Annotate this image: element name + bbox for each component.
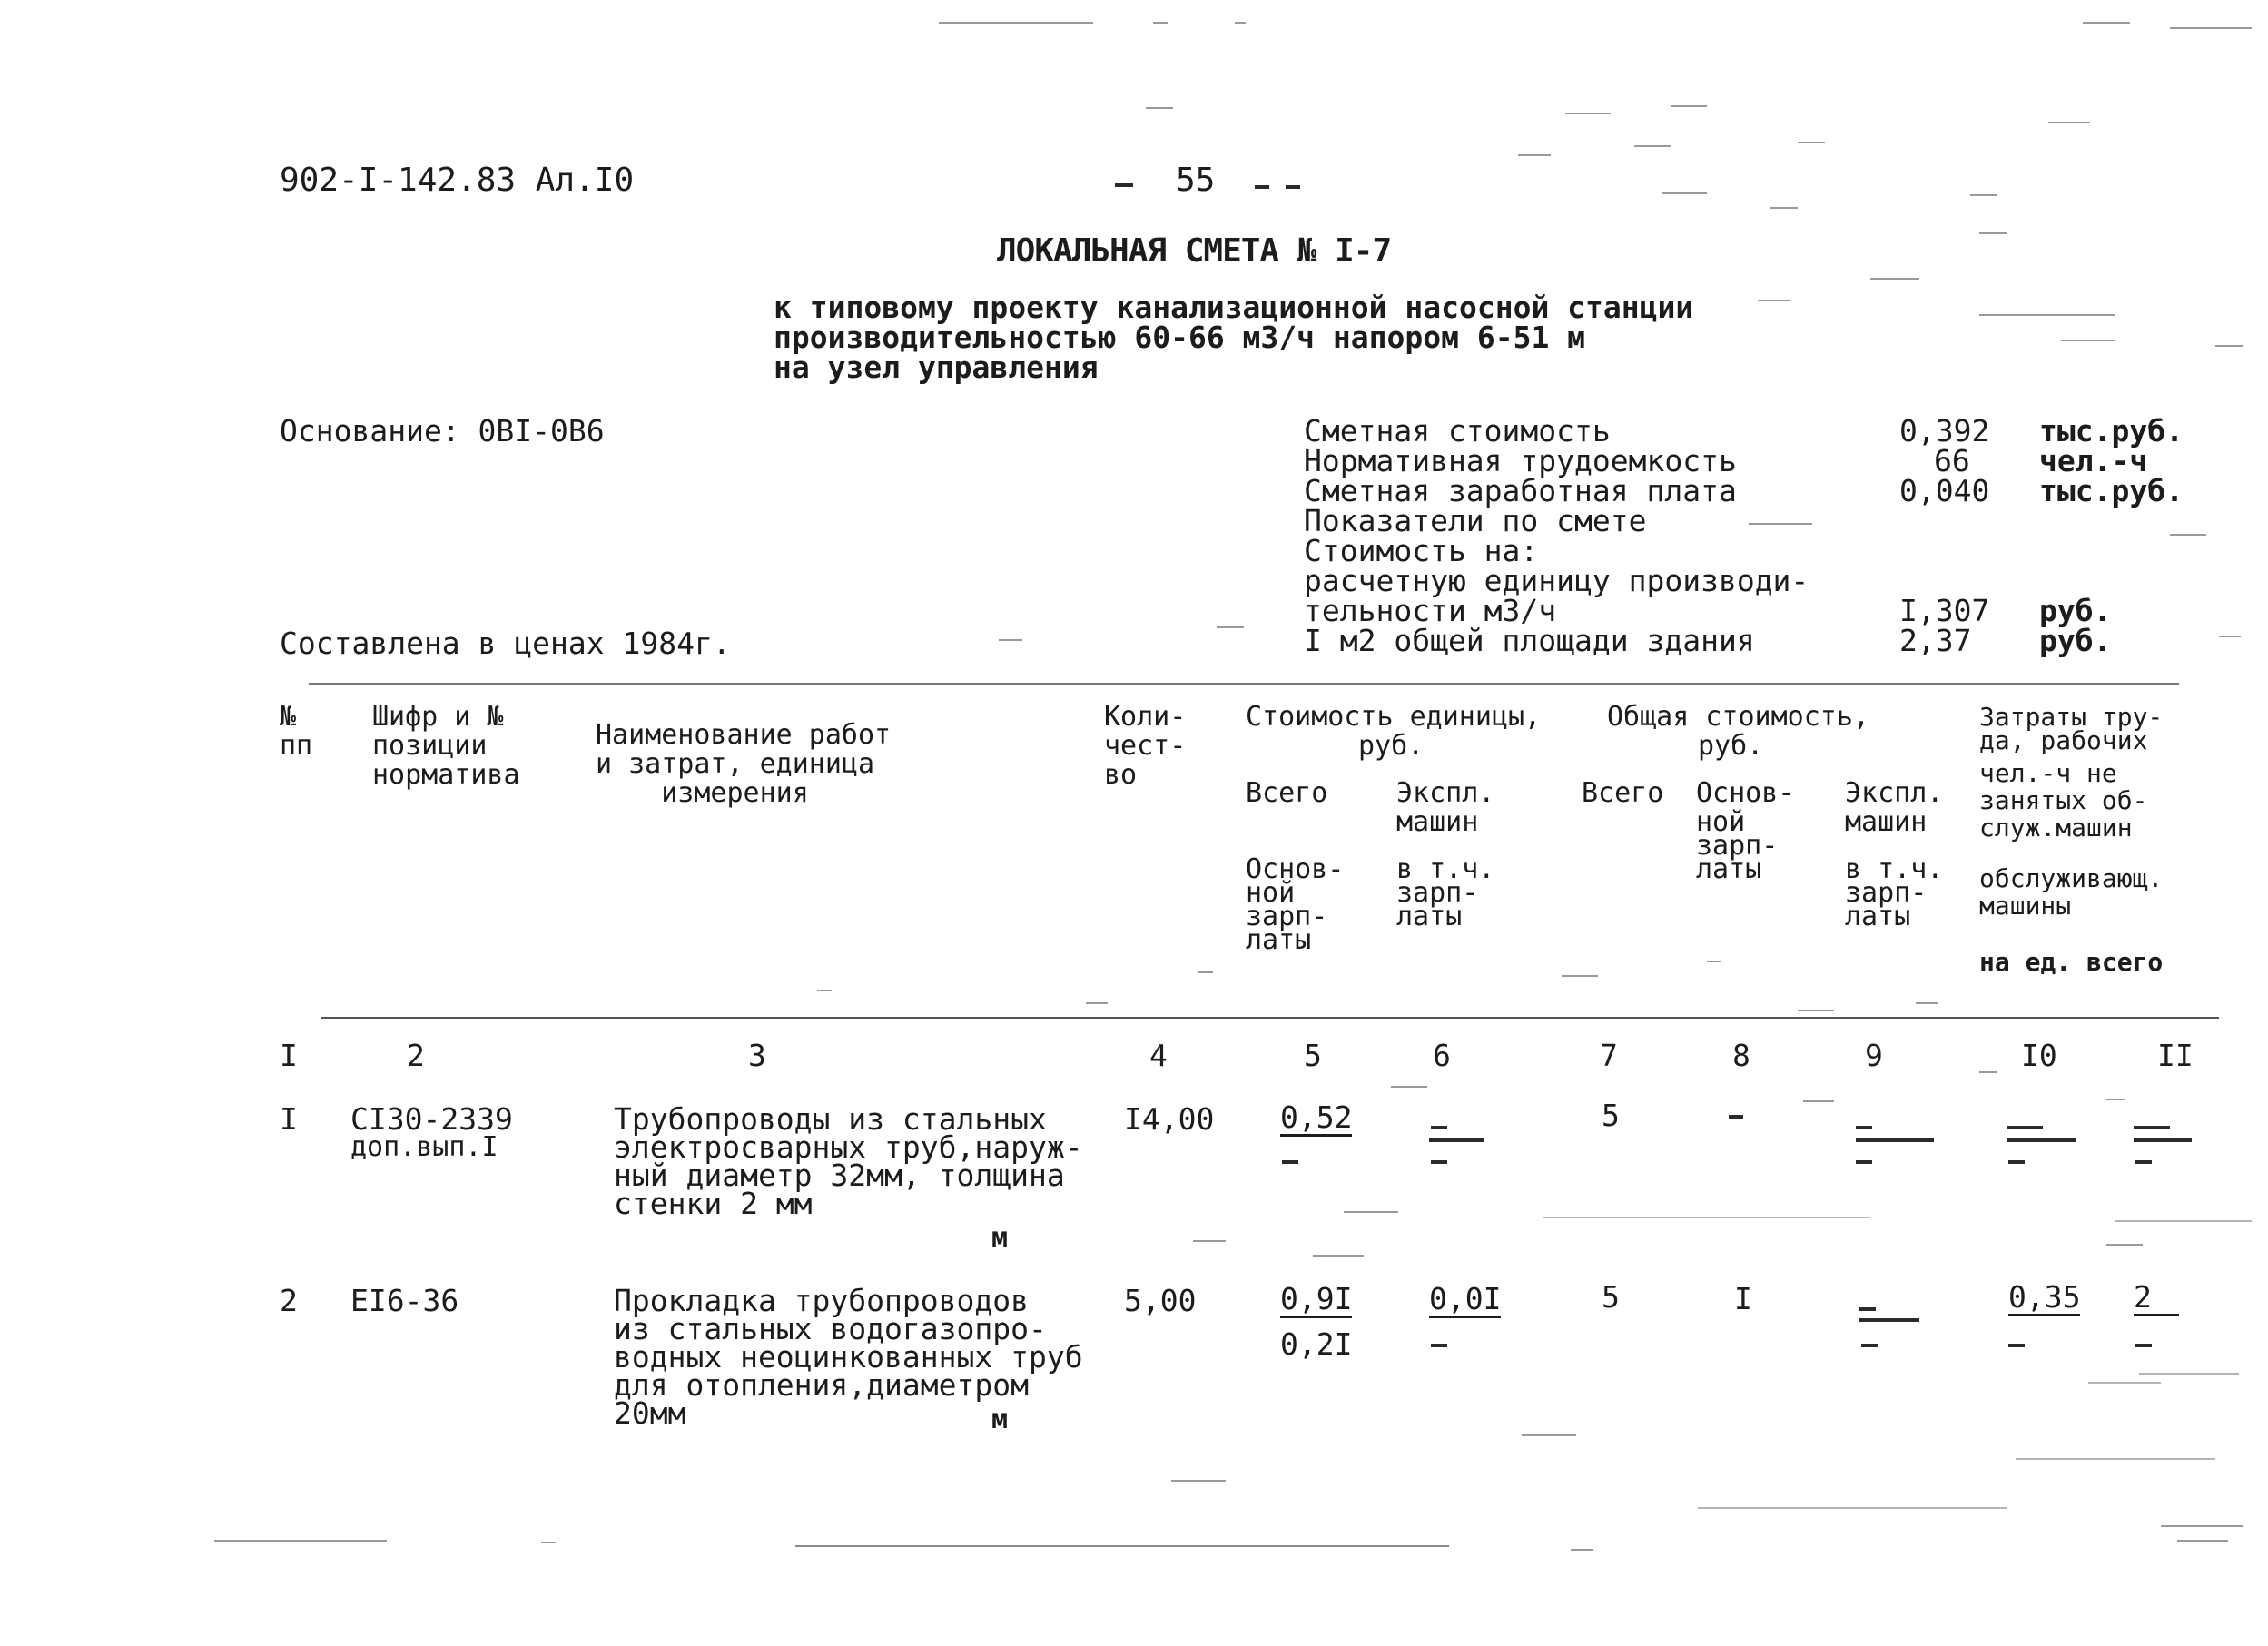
- col-number: 9: [1865, 1038, 1883, 1073]
- header-unit-cost-rub: руб.: [1358, 730, 1425, 762]
- summary-unit: руб.: [2039, 623, 2112, 658]
- header-name: Наименование работ: [596, 719, 892, 751]
- col-number: 6: [1433, 1038, 1451, 1073]
- row-labor-total: 2: [2134, 1282, 2179, 1316]
- header-num: пп: [280, 730, 313, 762]
- summary-label: I м2 общей площади здания: [1304, 623, 1755, 658]
- row-code: EI6-36: [350, 1283, 459, 1318]
- header-c6-wage: зарп-: [1396, 877, 1479, 909]
- header-total-cost-rub: руб.: [1698, 730, 1764, 762]
- row-total-machines: [1856, 1138, 1934, 1142]
- row-machines: [1431, 1126, 1447, 1129]
- header-c5-wage: зарп-: [1246, 901, 1328, 932]
- row-unit-wage: 0,2I: [1280, 1326, 1353, 1362]
- header-code: Шифр и №: [372, 701, 504, 733]
- row-total-machines: [1859, 1318, 1919, 1322]
- page-number: 55: [1176, 162, 1216, 199]
- row-name: Прокладка трубопроводов: [614, 1283, 1029, 1318]
- summary-unit: чел.-ч: [2039, 443, 2148, 478]
- subtitle-line: производительностью 60-66 м3/ч напором 6-51 м: [774, 320, 1586, 355]
- col-number: I: [280, 1038, 298, 1073]
- header-qty: чест-: [1104, 730, 1187, 762]
- row-code: доп.вып.I: [350, 1131, 498, 1163]
- row-name: для отопления,диаметром: [614, 1367, 1029, 1403]
- summary-value: 66: [1934, 443, 1970, 478]
- row-quantity: I4,00: [1124, 1101, 1215, 1137]
- row-total-wage: [1729, 1115, 1743, 1119]
- header-labor-service: обслуживающ.: [1979, 863, 2164, 893]
- header-c6-wage: латы: [1396, 901, 1463, 932]
- row-unit: м: [991, 1404, 1009, 1435]
- row-code: CI30-2339: [350, 1101, 513, 1137]
- summary-value: I,307: [1899, 593, 1990, 628]
- subtitle-line: на узел управления: [774, 350, 1099, 385]
- header-c8-wage: ной: [1696, 806, 1746, 838]
- header-labor-per-unit: на ед. всего: [1979, 947, 2164, 977]
- header-name: и затрат, единица: [596, 748, 875, 780]
- header-c5-wage: Основ-: [1246, 853, 1345, 885]
- summary-value: 2,37: [1899, 623, 1972, 658]
- row-labor-total: [2134, 1138, 2192, 1142]
- row-machines-wage: [1431, 1160, 1447, 1164]
- summary-label: Нормативная трудоемкость: [1304, 443, 1737, 478]
- header-labor: чел.-ч не: [1979, 758, 2117, 788]
- document-code: 902-I-142.83 Ал.I0: [280, 162, 635, 199]
- row-total: 5: [1602, 1098, 1620, 1133]
- row-unit-wage: [1282, 1160, 1298, 1164]
- document-title: ЛОКАЛЬНАЯ СМЕТА № I-7: [997, 232, 1392, 270]
- header-c9-machines: машин: [1845, 806, 1928, 838]
- header-unit-cost: Стоимость единицы,: [1246, 701, 1542, 733]
- col-number: 5: [1304, 1038, 1322, 1073]
- summary-label: тельности м3/ч: [1304, 593, 1557, 628]
- col-number: 4: [1149, 1038, 1168, 1073]
- header-code: позиции: [372, 730, 488, 762]
- header-total-cost: Общая стоимость,: [1607, 701, 1869, 733]
- header-c8-wage: Основ-: [1696, 777, 1795, 809]
- summary-unit: тыс.руб.: [2039, 413, 2184, 448]
- header-c9-wage: в т.ч.: [1845, 853, 1944, 885]
- header-c9-machines: Экспл.: [1845, 777, 1944, 809]
- header-num: №: [280, 701, 297, 733]
- header-c6-wage: в т.ч.: [1396, 853, 1495, 885]
- summary-label: расчетную единицу производи-: [1304, 563, 1809, 598]
- header-c6-machines: Экспл.: [1396, 777, 1495, 809]
- header-c5-wage: ной: [1246, 877, 1296, 909]
- row-labor-unit: [2007, 1138, 2076, 1142]
- row-quantity: 5,00: [1124, 1283, 1197, 1318]
- header-c8-wage: зарп-: [1696, 830, 1779, 862]
- col-number: I0: [2021, 1038, 2057, 1073]
- prices-text: Составлена в ценах 1984г.: [280, 626, 731, 661]
- row-unit: м: [991, 1222, 1009, 1254]
- header-code: норматива: [372, 759, 520, 791]
- summary-value: 0,040: [1899, 473, 1990, 508]
- header-c9-wage: латы: [1845, 901, 1911, 932]
- header-name: измерения: [596, 777, 809, 809]
- row-total: 5: [1602, 1279, 1620, 1315]
- summary-value: 0,392: [1899, 413, 1990, 448]
- row-number: I: [280, 1101, 298, 1137]
- row-number: 2: [280, 1283, 298, 1318]
- summary-label: Стоимость на:: [1304, 533, 1539, 568]
- header-c7-total: Всего: [1582, 777, 1664, 809]
- row-name: стенки 2 мм: [614, 1186, 813, 1221]
- header-qty: во: [1104, 759, 1138, 791]
- header-c9-wage: зарп-: [1845, 877, 1928, 909]
- subtitle-line: к типовому проекту канализационной насосной станции: [774, 290, 1694, 325]
- header-labor: Затраты тру-: [1979, 702, 2164, 732]
- summary-unit: руб.: [2039, 593, 2112, 628]
- row-total-wage: I: [1734, 1281, 1752, 1316]
- row-name: водных неоцинкованных труб: [614, 1339, 1083, 1375]
- row-name: электросварных труб,наруж-: [614, 1129, 1083, 1165]
- header-labor-service: машины: [1979, 891, 2072, 921]
- header-c8-wage: латы: [1696, 853, 1762, 885]
- row-machines-wage: [1431, 1344, 1447, 1347]
- row-name: 20мм: [614, 1395, 686, 1431]
- header-c5-wage: латы: [1246, 924, 1312, 956]
- row-unit-total: 0,52: [1280, 1099, 1353, 1135]
- header-c6-machines: машин: [1396, 806, 1479, 838]
- basis-text: Основание: 0BI-0B6: [280, 413, 605, 448]
- header-labor: служ.машин: [1979, 813, 2133, 843]
- row-labor-unit: 0,35: [2008, 1279, 2081, 1315]
- row-name: ный диаметр 32мм, толщина: [614, 1158, 1065, 1193]
- col-number: II: [2157, 1038, 2194, 1073]
- col-number: 2: [407, 1038, 425, 1073]
- header-c5-total: Всего: [1246, 777, 1328, 809]
- row-unit-total: 0,9I: [1280, 1281, 1353, 1316]
- header-labor: занятых об-: [1979, 785, 2148, 815]
- row-machines: 0,0I: [1429, 1281, 1502, 1316]
- row-name: из стальных водогазопро-: [614, 1311, 1047, 1346]
- summary-label: Сметная заработная плата: [1304, 473, 1737, 508]
- row-name: Трубопроводы из стальных: [614, 1101, 1047, 1137]
- summary-label: Сметная стоимость: [1304, 413, 1611, 448]
- col-number: 7: [1600, 1038, 1618, 1073]
- header-qty: Коли-: [1104, 701, 1187, 733]
- summary-label: Показатели по смете: [1304, 503, 1647, 538]
- col-number: 3: [748, 1038, 766, 1073]
- summary-unit: тыс.руб.: [2039, 473, 2184, 508]
- col-number: 8: [1732, 1038, 1750, 1073]
- header-labor: да, рабочих: [1979, 725, 2148, 755]
